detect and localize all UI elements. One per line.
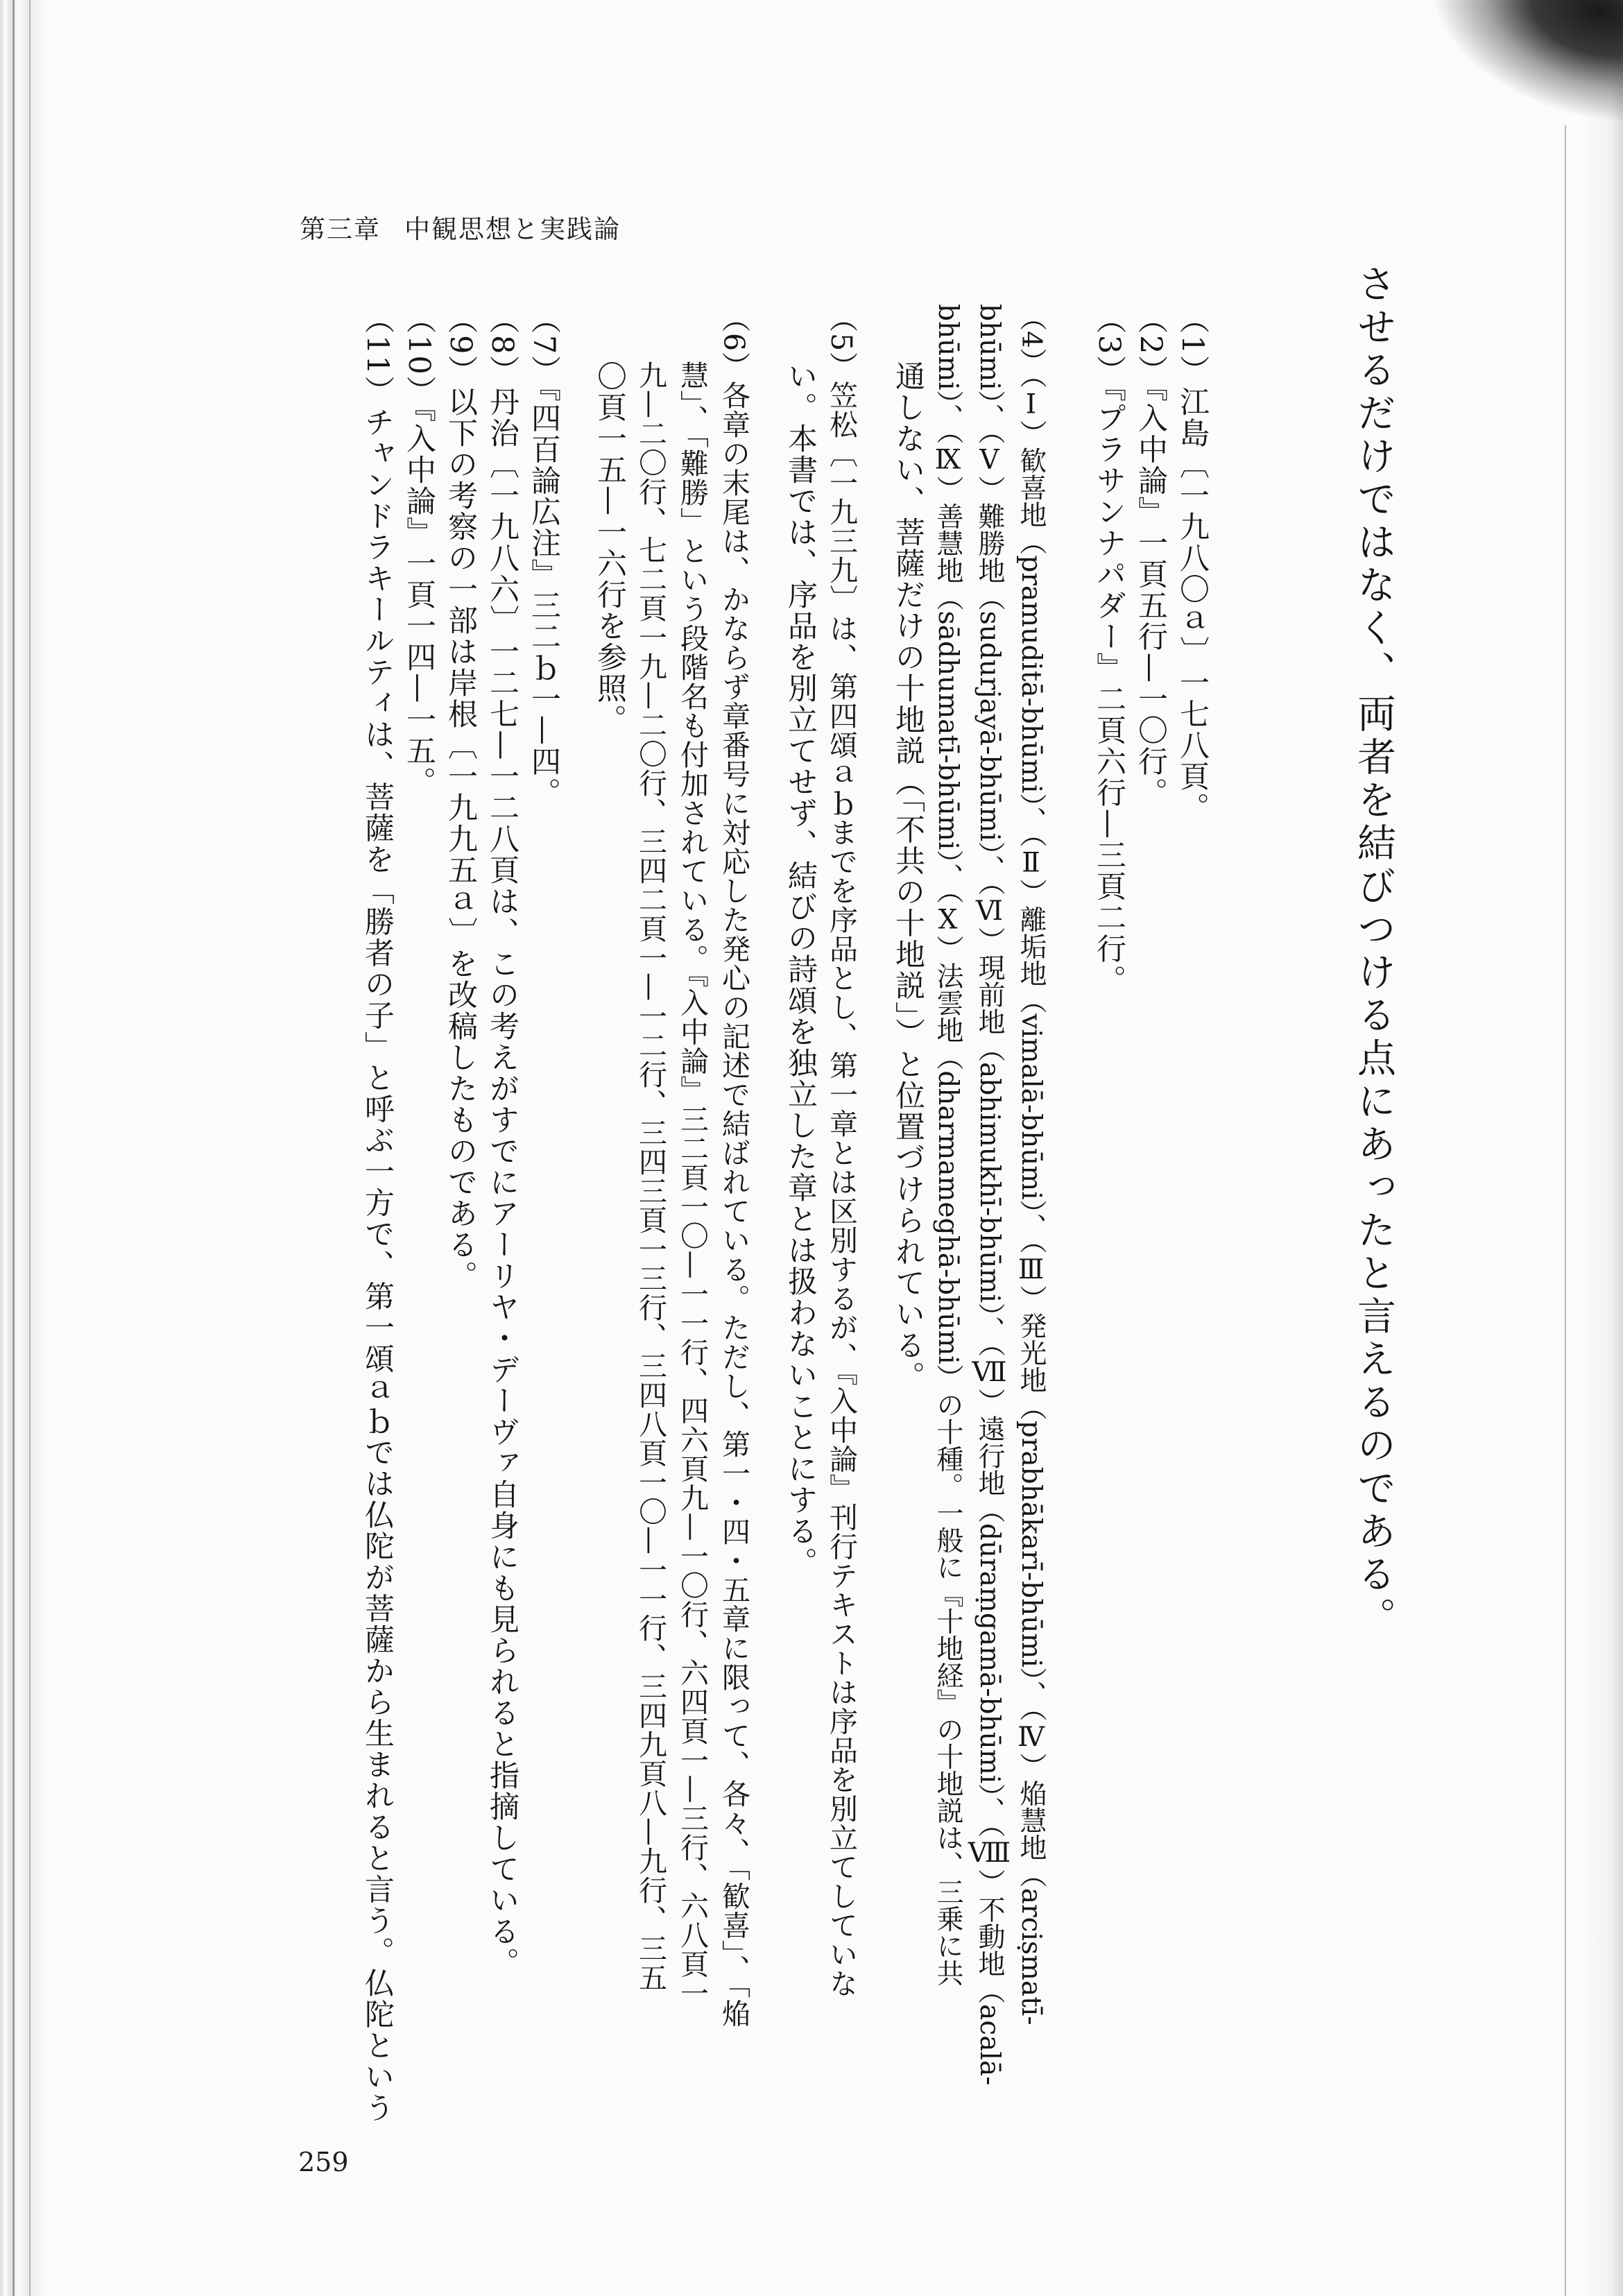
note-line: 九—二〇行、七二頁一九—二〇行、三四二頁一—一二行、三四三頁一三行、三四八頁一〇—一一行、三四九頁八—九行、三五 [634,361,667,1992]
body-text-line: させるだけではなく、両者を結びつける点にあったと言えるのである。 [1351,264,1396,1640]
chapter-number: 第三章 [300,214,381,244]
note-line: （7）『四百論広注』三二ｂ一—四。 [526,304,561,809]
page-gutter [0,0,49,2296]
note-line: （4）（Ⅰ）歓喜地（pramuditā-bhūmi）、（Ⅱ）離垢地（vimalā-bhūmi）、（Ⅲ）発光地（prabhākarī-bhūmi）、（Ⅳ）焔慧地（arciṣmatī- [1015,304,1047,2025]
note-line: （11）チャンドラキールティは、菩薩を「勝者の子」と呼ぶ一方で、第一頌ａｂでは仏陀が菩薩から生まれると言う。仏陀という [360,304,395,2124]
page-number: 259 [298,2147,349,2177]
note-line: 慧」、「難勝」という段階名も付加されている。『入中論』三二頁一〇—一一行、四六頁九—一〇行、六四頁一—三行、六八頁一 [676,361,709,2008]
note-line: 〇頁一五—一六行を参照。 [592,361,627,735]
page-edge-line [1565,125,1566,2296]
note-line: bhūmi）、（Ⅴ）難勝地（sudurjayā-bhūmi）、（Ⅵ）現前地（abhimukhī-bhūmi）、（Ⅶ）遠行地（dūraṃgamā-bhūmi）、（Ⅷ）不動地（acalā- [974,304,1005,2086]
note-line: い。本書では、序品を別立てせず、結びの詩頌を独立した章とは扱わないことにする。 [783,361,818,1578]
note-line: （10）『入中論』一頁一四—一五。 [402,304,436,798]
note-line: （2）『入中論』一頁五行—一〇行。 [1133,304,1168,809]
gutter-edge-line [12,0,15,2296]
note-line: bhūmi）、（Ⅸ）善慧地（sādhumatī-bhūmi）、（Ⅹ）法雲地（dharmameghā-bhūmi）の十種。一般に『十地経』の十地説は、三乗に共 [932,304,963,1987]
gutter-edge-line [29,0,31,2296]
note-line: （1）江島〔一九八〇ａ〕一七八頁。 [1175,304,1210,824]
note-line: （5）笠松〔一九三九〕は、第四頌ａｂまでを序品とし、第一章とは区別するが、『入中論』刊行テキストは序品を別立てしていな [825,304,858,1998]
note-line: （8）丹治〔一九八六〕一二七—一二八頁は、この考えがすでにアーリヤ・デーヴァ自身にも見られると指摘している。 [485,304,519,1979]
chapter-title: 中観思想と実践論 [404,214,621,244]
note-line: 通しない、菩薩だけの十地説（「不共の十地説」）と位置づけられている。 [891,361,925,1392]
note-line: （6）各章の末尾は、かならず章番号に対応した発心の記述で結ばれている。ただし、第一・四・五章に限って、各々、「歓喜」、「焔 [717,304,750,2028]
note-line: （3）『プラサンナパダー』二頁六行—三頁二行。 [1092,304,1126,996]
note-line: （9）以下の考察の一部は岸根〔一九九五ａ〕を改稿したものである。 [443,304,478,1292]
page-edge-shadow [1484,0,1623,2296]
running-head [300,208,621,246]
